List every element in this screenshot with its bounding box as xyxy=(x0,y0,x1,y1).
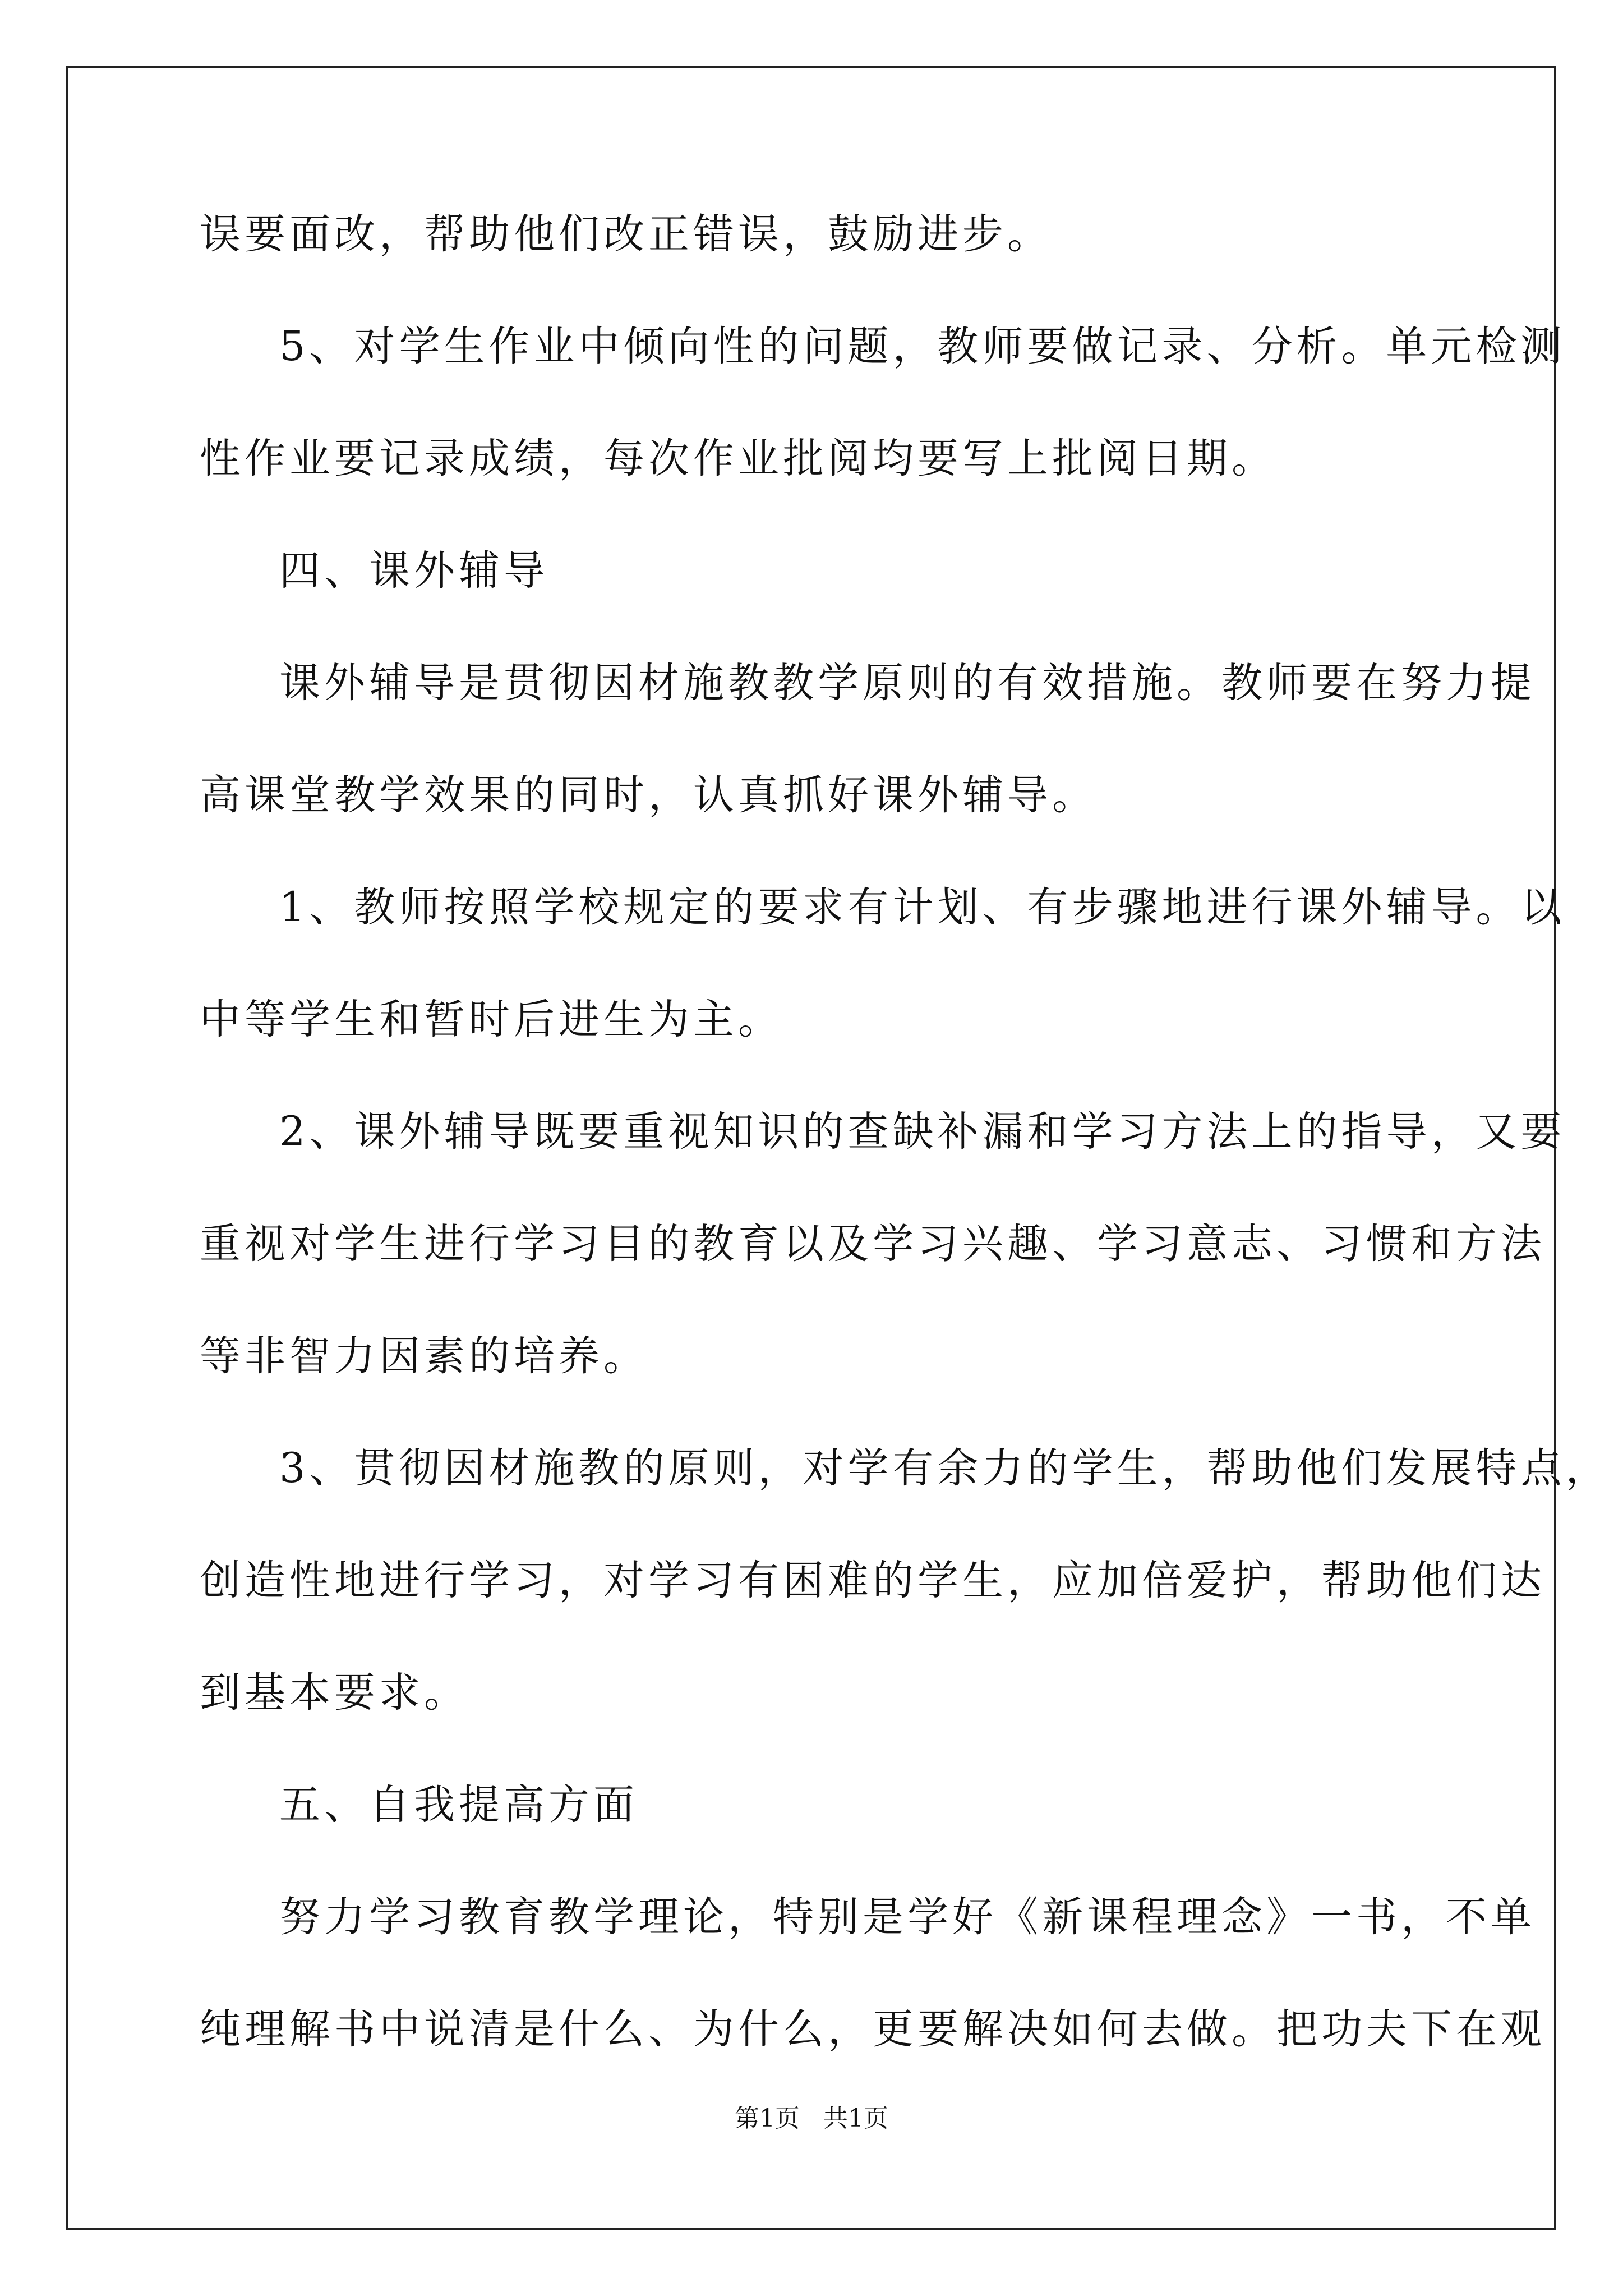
page-footer: 第1页 共1页 xyxy=(735,2104,888,2133)
text-line: 性作业要记录成绩，每次作业批阅均要写上批阅日期。 xyxy=(200,435,1276,482)
text-line: 等非智力因素的培养。 xyxy=(200,1332,648,1380)
text-line: 到基本要求。 xyxy=(200,1669,469,1717)
text-line: 2、课外辅导既要重视知识的查缺补漏和学习方法上的指导，又要 xyxy=(279,1108,1566,1156)
section-heading: 四、课外辅导 xyxy=(279,547,548,595)
text-line: 创造性地进行学习，对学习有困难的学生，应加倍爱护，帮助他们达 xyxy=(200,1557,1546,1604)
text-line: 3、贯彻因材施教的原则，对学有余力的学生，帮助他们发展特点， xyxy=(279,1444,1611,1492)
section-heading: 五、自我提高方面 xyxy=(279,1781,638,1829)
text-line: 重视对学生进行学习目的教育以及学习兴趣、学习意志、习惯和方法 xyxy=(200,1220,1546,1268)
text-line: 5、对学生作业中倾向性的问题，教师要做记录、分析。单元检测 xyxy=(279,323,1566,370)
text-line: 课外辅导是贯彻因材施教教学原则的有效措施。教师要在努力提 xyxy=(279,659,1536,707)
text-line: 1、教师按照学校规定的要求有计划、有步骤地进行课外辅导。以 xyxy=(279,884,1566,931)
text-line: 纯理解书中说清是什么、为什么，更要解决如何去做。把功夫下在观 xyxy=(200,2005,1546,2053)
text-line: 中等学生和暂时后进生为主。 xyxy=(200,996,783,1043)
text-line: 高课堂教学效果的同时，认真抓好课外辅导。 xyxy=(200,771,1097,819)
text-line: 误要面改，帮助他们改正错误，鼓励进步。 xyxy=(200,210,1052,258)
text-line: 努力学习教育教学理论，特别是学好《新课程理念》一书，不单 xyxy=(279,1893,1536,1941)
